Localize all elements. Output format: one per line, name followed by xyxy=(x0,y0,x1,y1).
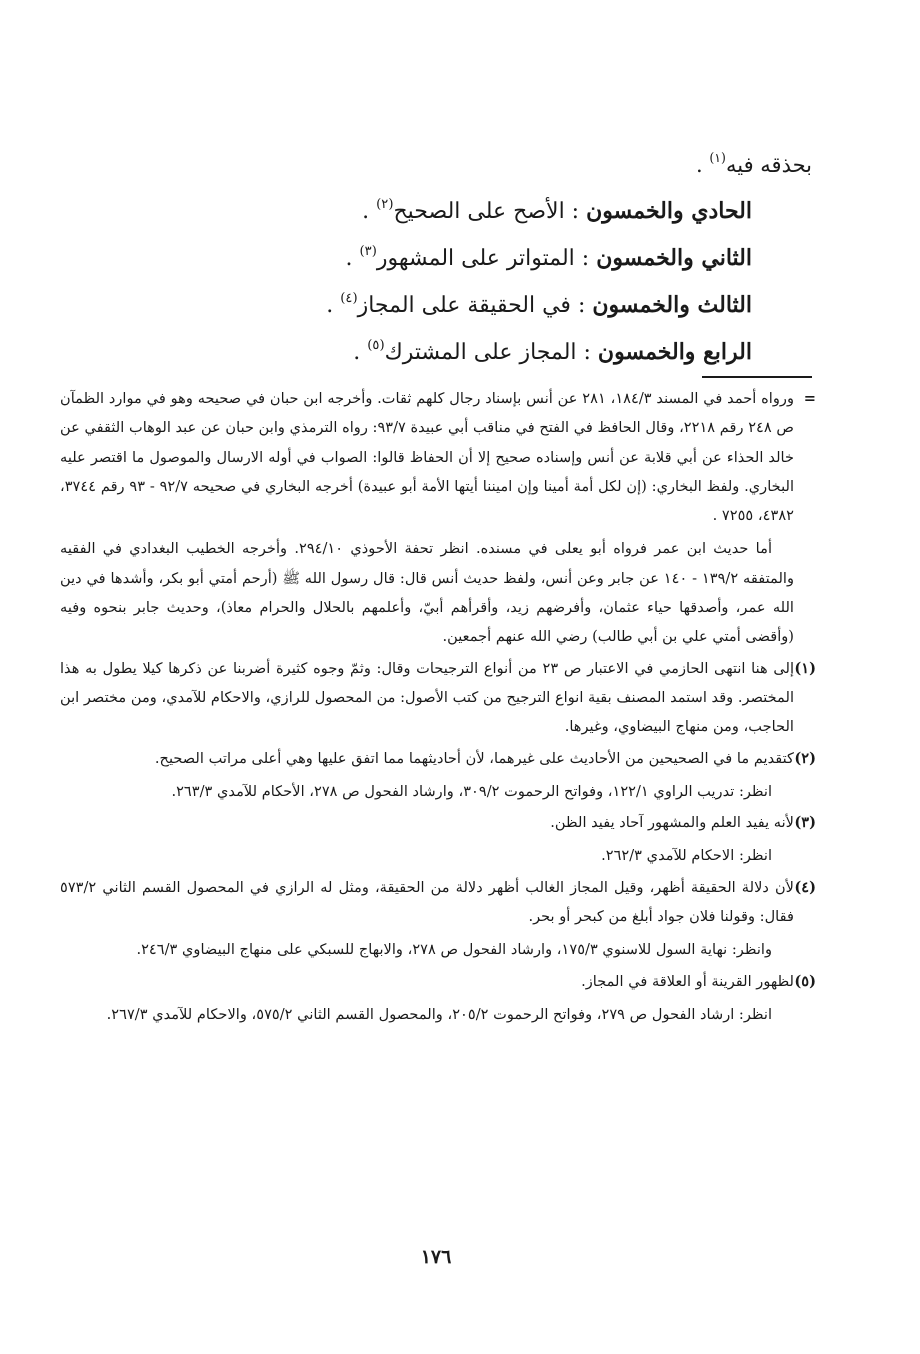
footnote-1 xyxy=(60,654,816,742)
footnote-body xyxy=(60,744,794,807)
footnote-3 xyxy=(60,808,816,871)
footnote-marker: (٣) xyxy=(794,814,816,832)
book-page xyxy=(60,0,816,1354)
footnote-paragraph: وانظر: نهاية السول للاسنوي ١٧٥/٣، وارشاد الفحول ص ٢٧٨، والابهاج للسبكي على منهاج البيضاوي ٢٤٦/٣. xyxy=(136,941,772,959)
item-text: المجاز على المشترك xyxy=(384,340,577,365)
item-text: في الحقيقة على المجاز xyxy=(357,293,571,318)
list-item: الرابع والخمسون : المجاز على المشترك$^{(٥)}$ . xyxy=(353,337,752,365)
list-item: الحادي والخمسون : الأصح على الصحيح$^{(٢)}$ . xyxy=(362,196,752,224)
footnote-ref: (٢) xyxy=(376,196,394,212)
item-heading: الحادي والخمسون xyxy=(586,198,752,224)
footnote-marker: (١) xyxy=(794,659,816,677)
footnote-paragraph: انظر: تدريب الراوي ١٢٢/١، وفواتح الرحموت ٣٠٩/٢، وارشاد الفحول ص ٢٧٨، الأحكام للآمدي ٢٦٣/٣. xyxy=(171,782,772,800)
footnote-paragraph: انظر: ارشاد الفحول ص ٢٧٩، وفواتح الرحموت ٢٠٥/٢، والمحصول القسم الثاني ٥٧٥/٢، والاحكام للآمدي ٢٦٧/٣. xyxy=(106,1005,772,1023)
footnote-marker: = xyxy=(803,390,816,407)
footnote-paragraph: أما حديث ابن عمر فرواه أبو يعلى في مسنده. انظر تحفة الأحوذي ٢٩٤/١٠. وأخرجه الخطيب البغدادي في الفقيه والمتفقه ١٣٩/٢ - ١٤٠ عن جابر وعن أنس، ولفظ حديث أنس قال: قال رسول الله ﷺ (أرحم أمتي أبو بكر، وأشدها في دين الله عمر، وأصدقها حياء عثمان، وأفرضهم زيد، وأقرأهم أبيّ، وأعلمهم بالحلال والحرام معاذ)، وحديث جابر بنحوه وفيه (وأقضى أمتي علي بن أبي طالب) رضي الله عنهم أجمعين. xyxy=(60,540,794,646)
intro-line: بحذقه فيه$^{(١)}$ . xyxy=(696,150,812,177)
footnote-paragraph: كتقديم ما في الصحيحين من الأحاديث على غيرهما، لأن أحاديثهما مما اتفق عليها وهي أعلى مراتب الصحيح. xyxy=(154,749,794,767)
footnote-5 xyxy=(60,967,816,1030)
footnote-body xyxy=(60,384,794,652)
item-heading: الثالث والخمسون xyxy=(592,292,752,318)
page-number: ١٧٦ xyxy=(420,1246,452,1268)
intro-text: بحذقه فيه xyxy=(725,153,812,177)
footnote-body xyxy=(60,808,794,871)
footnote-paragraph: لأنه يفيد العلم والمشهور آحاد يفيد الظن. xyxy=(550,814,794,832)
footnote-body xyxy=(60,654,794,742)
footnote-marker: (٥) xyxy=(794,972,816,990)
footnote-paragraph: إلى هنا انتهى الحازمي في الاعتبار ص ٢٣ من أنواع الترجيحات وقال: وثمّ وجوه كثيرة أضربنا عن ذكرها كيلا يطول به هذا المختصر. وقد استمد المصنف بقية انواع الترجيح من كتب الأصول: من المحصول للرازي، والاحكام للآمدي، ومن مختصر ابن الحاجب، ومن منهاج البيضاوي، وغيرها. xyxy=(60,659,794,736)
list-item: الثاني والخمسون : المتواتر على المشهور$^{(٣)}$ . xyxy=(345,243,752,271)
item-text: الأصح على الصحيح xyxy=(393,199,565,224)
footnote-marker: (٤) xyxy=(794,878,816,896)
footnote-body xyxy=(60,873,794,965)
footnote-continuation xyxy=(60,384,816,652)
item-heading: الرابع والخمسون xyxy=(597,339,752,365)
list-item: الثالث والخمسون : في الحقيقة على المجاز$^{(٤)}$ . xyxy=(326,290,752,318)
footnote-separator xyxy=(702,376,812,378)
footnote-body xyxy=(60,967,794,1030)
item-heading: الثاني والخمسون xyxy=(596,245,752,271)
footnote-marker: (٢) xyxy=(794,749,816,767)
item-text: المتواتر على المشهور xyxy=(376,246,575,271)
footnote-ref: (٤) xyxy=(340,290,358,306)
footnotes xyxy=(60,384,816,1029)
main-text xyxy=(60,142,812,376)
footnote-paragraph: لأن دلالة الحقيقة أظهر، وقيل المجاز الغالب أظهر دلالة من الحقيقة، ومثل له الرازي في المحصول القسم الثاني ٥٧٣/٢ فقال: وقولنا فلان جواد أبلغ من كبحر أو بحر. xyxy=(60,878,794,926)
footnote-ref: (١) xyxy=(709,150,726,165)
footnote-paragraph: انظر: الاحكام للآمدي ٢٦٢/٣. xyxy=(601,847,772,865)
footnote-4 xyxy=(60,873,816,965)
footnote-ref: (٥) xyxy=(367,337,385,353)
footnote-2 xyxy=(60,744,816,807)
footnote-paragraph: ورواه أحمد في المسند ١٨٤/٣، ٢٨١ عن أنس بإسناد رجال كلهم ثقات. وأخرجه ابن حبان في صحيحه وهو في موارد الظمآن ص ٢٤٨ رقم ٢٢١٨، وقال الحافظ في الفتح في مناقب أبي عبيدة ٩٣/٧: رواه الترمذي وابن حبان عن عبد الوهاب الثقفي عن خالد الحذاء عن أبي قلابة عن أنس وإسناده صحيح إلا أن الحفاظ قالوا: الصواب في أوله الارسال والموصول ما اقتصر عليه البخاري. ولفظ البخاري: (إن لكل أمة أمينا وإن اميننا أيتها الأمة أبو عبيدة) أخرجه البخاري في صحيحه ٩٢/٧ - ٩٣ رقم ٣٧٤٤، ٤٣٨٢، ٧٢٥٥ . xyxy=(60,390,795,525)
footnote-paragraph: لظهور القرينة أو العلاقة في المجاز. xyxy=(581,972,794,990)
footnote-ref: (٣) xyxy=(359,243,377,259)
